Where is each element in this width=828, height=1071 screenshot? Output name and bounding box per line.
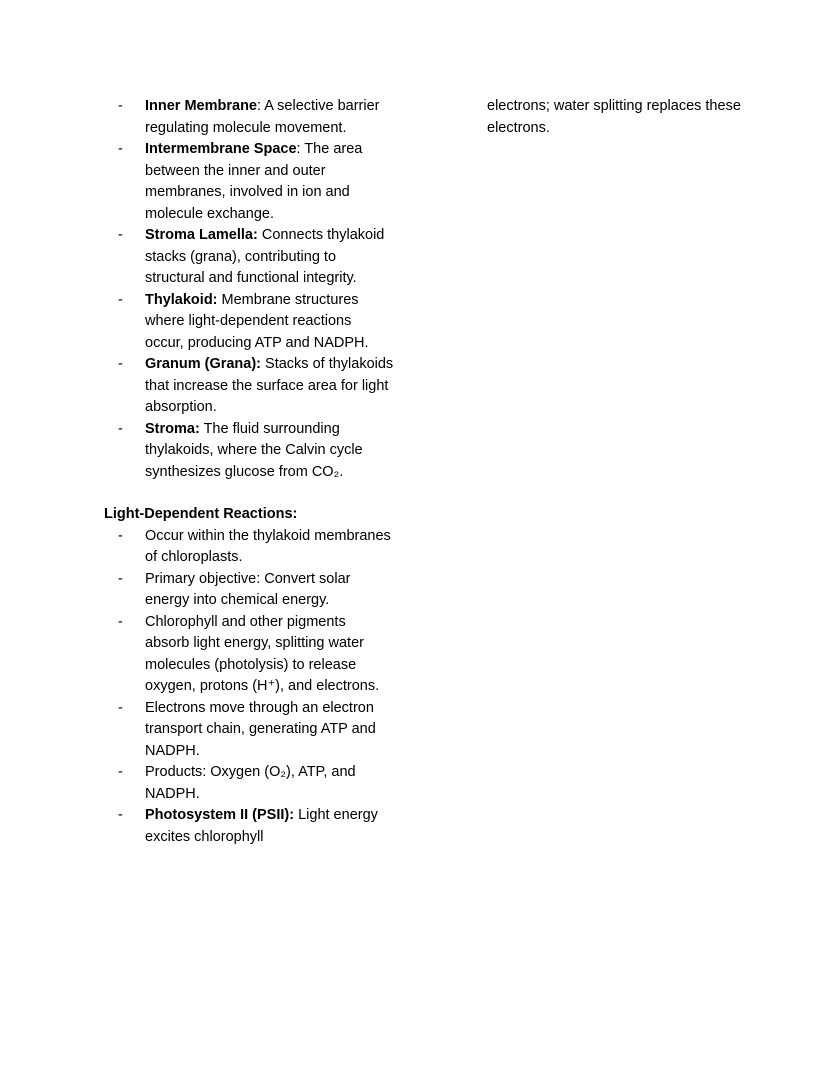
- list-bullet-dash: -: [118, 807, 123, 823]
- list-item-text: Electrons move through an electron transport chain, generating ATP and NADPH.: [145, 699, 376, 759]
- list-item-text: The fluid surrounding thylakoids, where the Calvin cycle synthesizes glucose from CO₂.: [145, 420, 363, 480]
- list-item-text: The area between the inner and outer membranes, involved in ion and molecule exchange.: [145, 141, 363, 222]
- list-item-term-punctuation: :: [296, 141, 301, 157]
- list-bullet-dash: -: [118, 527, 123, 544]
- list-item: [104, 762, 394, 805]
- chloroplast-structures-list: [104, 96, 394, 483]
- list-bullet-dash: -: [118, 141, 123, 157]
- list-item: [104, 96, 394, 139]
- section-heading-light-dependent-reactions: Light-Dependent Reactions:: [104, 506, 298, 522]
- list-bullet-dash: -: [118, 764, 123, 780]
- list-bullet-dash: -: [118, 613, 123, 630]
- list-item: [104, 569, 394, 612]
- list-item-term-punctuation: :: [257, 98, 262, 114]
- list-item: [104, 354, 394, 419]
- list-bullet-dash: -: [118, 291, 123, 308]
- list-bullet-dash: -: [118, 570, 123, 587]
- list-item-term: Stroma:: [145, 420, 200, 437]
- list-item-term: Stroma Lamella:: [145, 227, 258, 243]
- list-item: [104, 805, 394, 848]
- list-item: [104, 419, 394, 484]
- list-bullet-dash: -: [118, 420, 123, 437]
- list-item-term: Thylakoid:: [145, 291, 218, 308]
- list-item-term: Intermembrane Space: [145, 141, 297, 157]
- list-item-term: Inner Membrane: [145, 98, 257, 114]
- list-bullet-dash: -: [118, 98, 123, 114]
- list-item-text: Light energy excites chlorophyll: [145, 807, 378, 845]
- list-item: [104, 526, 394, 569]
- list-item-term: Granum (Grana):: [145, 356, 262, 372]
- left-column: [104, 96, 394, 848]
- list-item-text: A selective barrier regulating molecule movement.: [145, 98, 380, 136]
- list-item-text: Stacks of thylakoids that increase the surface area for light absorption.: [145, 356, 394, 415]
- list-item: [104, 698, 394, 763]
- list-item: [104, 612, 394, 698]
- list-bullet-dash: -: [118, 356, 123, 372]
- list-bullet-dash: -: [118, 699, 123, 716]
- continuation-paragraph: electrons; water splitting replaces these electrons.: [487, 98, 741, 136]
- list-bullet-dash: -: [118, 227, 123, 243]
- list-item-text: Membrane structures where light-dependent reactions occur, producing ATP and NADPH.: [145, 291, 369, 351]
- right-column: [487, 96, 747, 139]
- list-item-text: Occur within the thylakoid membranes of chloroplasts.: [145, 527, 391, 565]
- list-item-text: Primary objective: Convert solar energy into chemical energy.: [145, 570, 351, 608]
- list-item-text: Chlorophyll and other pigments absorb light energy, splitting water molecules (photolysis) to release oxygen, protons (H⁺), and electrons.: [145, 613, 380, 694]
- list-item: [104, 139, 394, 225]
- list-item-text: Connects thylakoid stacks (grana), contributing to structural and functional integrity.: [145, 227, 385, 286]
- list-item: [104, 290, 394, 355]
- list-item-text: Products: Oxygen (O₂), ATP, and NADPH.: [145, 764, 356, 802]
- list-item-term: Photosystem II (PSII):: [145, 807, 295, 823]
- list-item: [104, 225, 394, 290]
- light-dependent-reactions-list: [104, 526, 394, 849]
